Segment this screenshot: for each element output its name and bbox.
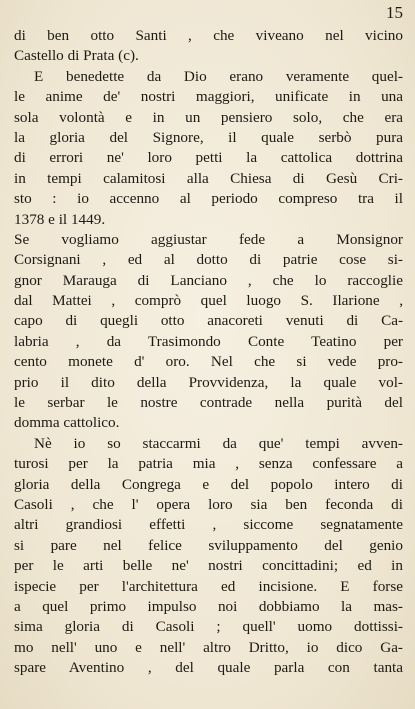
text-line: per le arti belle ne' nostri concittadini; ed in [14,557,403,575]
text-line: Nè io so staccarmi da que' tempi avven- [34,434,403,452]
text-line: 1378 e il 1449. [14,210,106,228]
text-line: sola volontà e in un pensiero solo, che era [14,108,403,126]
text-line: le anime de' nostri maggiori, unificate in una [14,88,403,106]
text-line: sto : io accenno al periodo compreso tra il [14,190,403,208]
text-line: le serbar le nostre contrade nella purità del [14,394,403,412]
text-line: di errori ne' loro petti la cattolica dottrina [14,149,403,167]
text-line: di ben otto Santi , che viveano nel vicino [14,27,403,44]
text-line: prio il dito della Provvidenza, la quale vol- [14,373,403,391]
text-line: a quel primo impulso noi dobbiamo la mas- [14,597,403,615]
text-line: gloria della Congrega e del popolo intero di [14,475,403,493]
text-line: in tempi calamitosi alla Chiesa di Gesù Cri- [14,169,403,187]
text-line: la gloria del Signore, il quale serbò pura [14,128,403,146]
text-line: altri grandiosi effetti , siccome segnatamente [14,516,403,534]
text-line: Se vogliamo aggiustar fede a Monsignor [14,230,403,248]
page-number: 15 [386,3,403,22]
text-line: sima gloria di Casoli ; quell' uomo dottissi- [14,618,403,636]
text-line: Corsignani , ed al dotto di patrie cose si- [14,251,403,269]
text-line: si pare nel felice sviluppamento del genio [14,536,403,554]
text-line: cento monete d' oro. Nel che si vede pro- [14,353,403,371]
text-line: turosi per la patria mia , senza confessare a [14,455,403,473]
text-line: E benedette da Dio erano veramente quel- [34,67,403,85]
text-line: ispecie per l'architettura ed incisione. E forse [14,577,403,595]
text-line: spare Aventino , del quale parla con tanta [14,659,403,677]
text-line: domma cattolico. [14,414,120,432]
text-line: capo di quegli otto anacoreti venuti di Ca- [14,312,403,330]
text-line: mo nell' uno e nell' altro Dritto, io dico Ga- [14,638,403,656]
text-line: Casoli , che l' opera loro sia ben feconda di [14,495,403,513]
text-line: Castello di Prata (c). [14,47,139,65]
text-line: labria , da Trasimondo Conte Teatino per [14,332,403,350]
text-line: gnor Marauga di Lanciano , che lo raccoglie [14,271,403,289]
page-text-body [14,26,403,679]
text-line: dal Mattei , comprò quel luogo S. Ilarione , [14,292,403,310]
